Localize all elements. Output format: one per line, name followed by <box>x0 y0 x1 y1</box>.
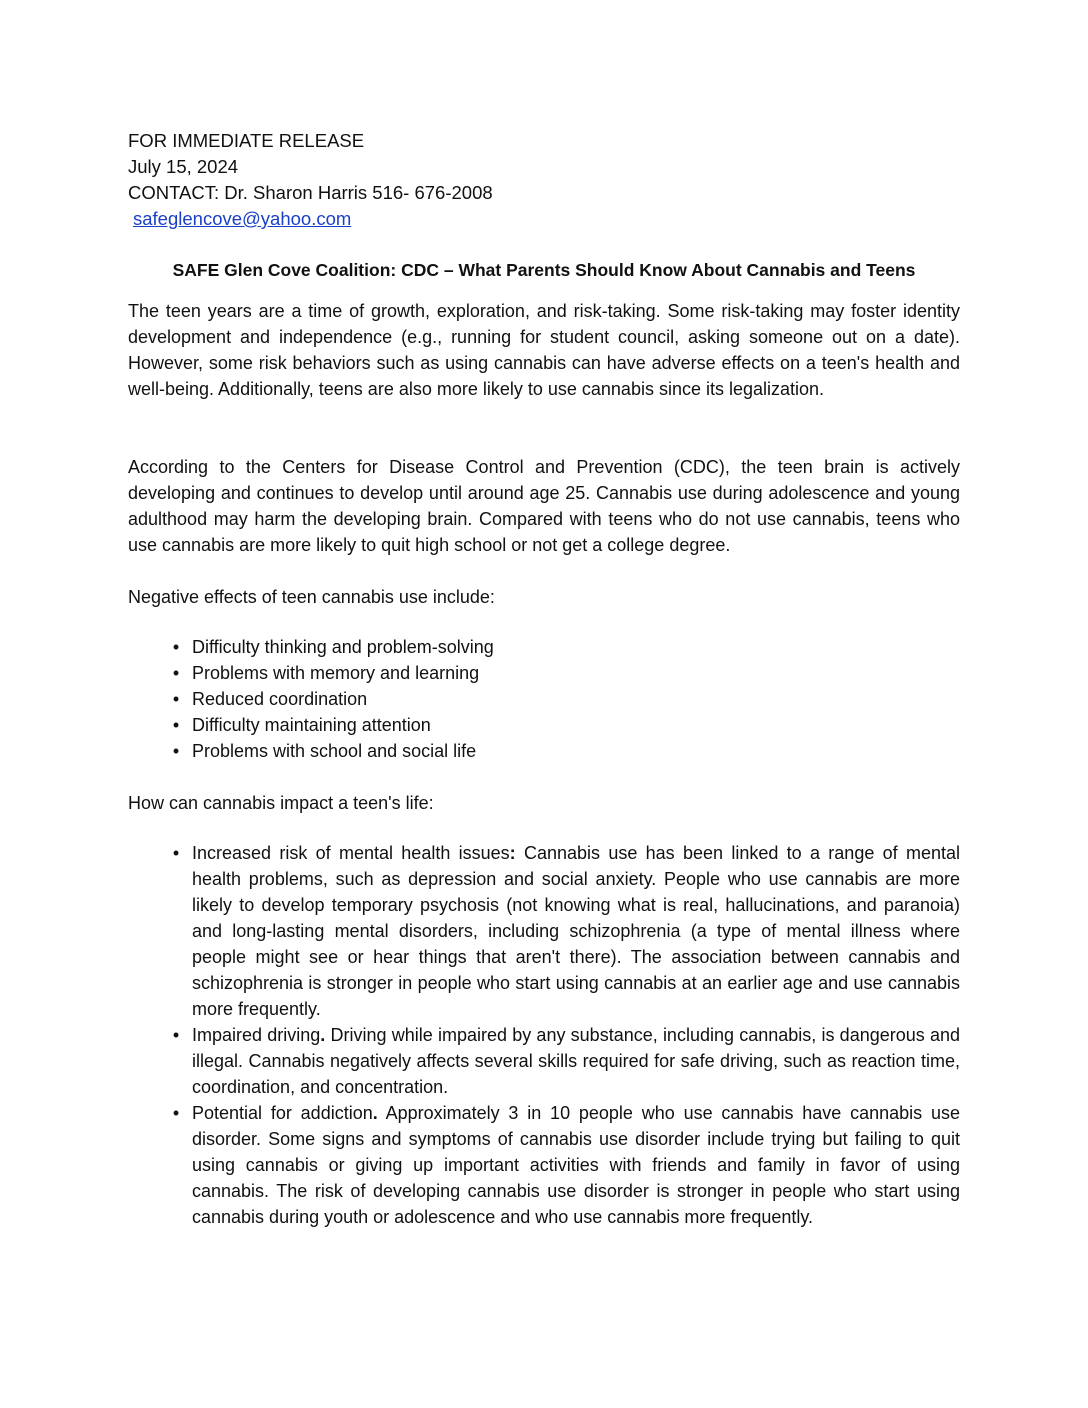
list-item <box>128 686 960 712</box>
list-item <box>128 738 960 764</box>
effects-lead: Negative effects of teen cannabis use include: <box>128 587 495 607</box>
impact-text: Cannabis use has been linked to a range of mental health problems, such as depression and social anxiety. People who use cannabis are more likely to develop temporary psychosis (not knowing what is real, hallucinations, and paranoia) and long-lasting mental disorders, including schizophrenia (a type of mental illness where people might see or hear things that aren't there). The association between cannabis and schizophrenia is stronger in people who start using cannabis at an earlier age and use cannabis more frequently. <box>192 843 960 1019</box>
cdc-paragraph: According to the Centers for Disease Control and Prevention (CDC), the teen brain is actively developing and continues to develop until around age 25. Cannabis use during adolescence and young adulthood may harm the developing brain. Compared with teens who do not use cannabis, teens who use cannabis are more likely to quit high school or not get a college degree. <box>128 457 960 555</box>
impact-label: Increased risk of mental health issues <box>192 843 510 863</box>
bullet-icon: • <box>172 741 180 761</box>
bullet-icon: • <box>172 715 180 735</box>
bullet-icon: • <box>172 843 180 863</box>
effects-list <box>128 634 960 764</box>
release-label: FOR IMMEDIATE RELEASE <box>128 130 365 151</box>
intro-paragraph: The teen years are a time of growth, exploration, and risk-taking. Some risk-taking may foster identity development and independence (e.g., running for student council, asking someone out on a date). However, some risk behaviors such as using cannabis can have adverse effects on a teen's health and well-being. Additionally, teens are also more likely to use cannabis since its legalization. <box>128 301 960 399</box>
list-item <box>128 634 960 660</box>
impact-separator: . <box>320 1025 326 1045</box>
impact-label: Impaired driving <box>192 1025 321 1045</box>
bullet-icon: • <box>172 663 180 683</box>
list-item-text: Problems with memory and learning <box>192 663 480 683</box>
list-item-text: Reduced coordination <box>192 689 368 709</box>
list-item <box>128 840 960 1022</box>
list-item-text: Difficulty maintaining attention <box>192 715 431 735</box>
impact-list <box>128 840 960 1230</box>
impact-text: Approximately 3 in 10 people who use cannabis have cannabis use disorder. Some signs and symptoms of cannabis use disorder include trying but failing to quit using cannabis or giving up important activities with friends and family in favor of using cannabis. The risk of developing cannabis use disorder is stronger in people who start using cannabis during youth or adolescence and who use cannabis more frequently. <box>192 1103 960 1227</box>
contact-line: CONTACT: Dr. Sharon Harris 516- 676-2008 <box>128 182 493 203</box>
impact-text: Driving while impaired by any substance, including cannabis, is dangerous and illegal. Cannabis negatively affects several skills required for safe driving, such as reaction time, coordination, and concentration. <box>192 1025 960 1097</box>
bullet-icon: • <box>172 1025 180 1045</box>
impact-separator: : <box>509 843 516 863</box>
bullet-icon: • <box>172 637 180 657</box>
list-item-text: Difficulty thinking and problem-solving <box>192 637 494 657</box>
bullet-icon: • <box>172 689 180 709</box>
impact-label: Potential for addiction <box>192 1103 373 1123</box>
list-item-text: Problems with school and social life <box>192 741 477 761</box>
document-title: SAFE Glen Cove Coalition: CDC – What Parents Should Know About Cannabis and Teens <box>172 260 916 280</box>
list-item <box>128 1100 960 1230</box>
contact-email-link[interactable]: safeglencove@yahoo.com <box>133 208 352 229</box>
list-item <box>128 1022 960 1100</box>
impact-lead: How can cannabis impact a teen's life: <box>128 793 434 813</box>
list-item <box>128 712 960 738</box>
list-item <box>128 660 960 686</box>
bullet-icon: • <box>172 1103 180 1123</box>
release-header <box>128 128 493 232</box>
impact-separator: . <box>372 1103 378 1123</box>
release-date: July 15, 2024 <box>128 156 239 177</box>
